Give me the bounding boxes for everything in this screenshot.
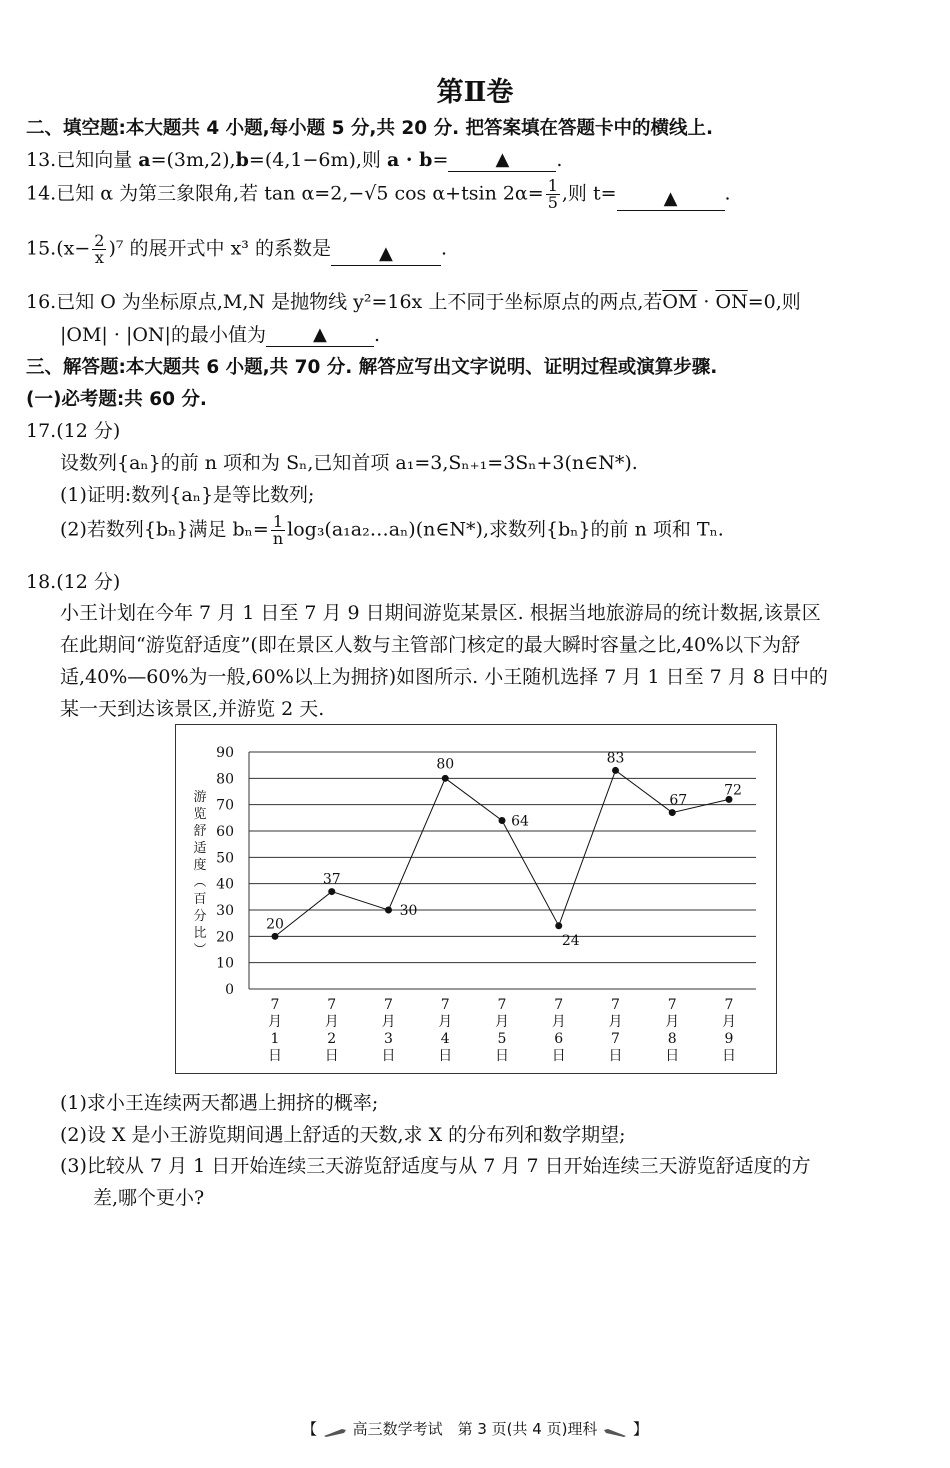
- data-point: [555, 922, 562, 929]
- q13-b-eq: =(4,1−6m),则: [248, 149, 387, 171]
- y-tick-label: 20: [216, 929, 234, 946]
- x-tick-label: 7 月 2 日: [324, 997, 339, 1064]
- triangle-icon: ▲: [313, 324, 327, 345]
- q15-answer-blank[interactable]: [331, 242, 441, 266]
- series-line: [275, 770, 729, 936]
- q17-part2-pre: (2)若数列{bₙ}满足 bₙ=: [60, 518, 269, 541]
- q16-mid: ·: [697, 291, 716, 313]
- q15-post: )⁷ 的展开式中 x³ 的系数是: [108, 237, 331, 260]
- q18-heading: 18.(12 分): [26, 571, 121, 593]
- q17-part2: [60, 514, 724, 547]
- q17-fraction: [271, 514, 285, 547]
- triangle-icon: ▲: [663, 188, 678, 209]
- data-label: 80: [436, 756, 455, 773]
- y-tick-label: 90: [216, 745, 234, 761]
- x-tick-label: 7 月 1 日: [268, 997, 282, 1064]
- data-point: [499, 817, 506, 824]
- footer-right-bracket: 】: [633, 1420, 649, 1438]
- q17-part1: (1)证明:数列{aₙ}是等比数列;: [60, 484, 315, 506]
- q14-post: ,则 t=: [561, 182, 617, 205]
- page-footer: [0, 1418, 950, 1439]
- q18-stem-line4: 某一天到达该景区,并游览 2 天.: [60, 698, 325, 720]
- q14-end: .: [724, 182, 731, 205]
- pen-icon: [322, 1424, 348, 1436]
- x-tick-label: 7 月 9 日: [722, 997, 736, 1064]
- triangle-icon: ▲: [379, 243, 393, 264]
- y-tick-label: 50: [216, 850, 234, 867]
- y-tick-label: 70: [216, 797, 234, 814]
- q13-post: =: [432, 149, 449, 171]
- x-tick-label: 7 月 6 日: [551, 997, 566, 1064]
- question-15: [26, 233, 447, 266]
- question-13: [26, 145, 562, 172]
- q17-part2-post: log₃(a₁a₂…aₙ)(n∈N*),求数列{bₙ}的前 n 项和 Tₙ.: [287, 518, 724, 541]
- q18-part1: (1)求小王连续两天都遇上拥挤的概率;: [60, 1092, 379, 1114]
- q14-pre: 已知 α 为第三象限角,若 tan α=2,−√5 cos α+tsin 2α=: [56, 182, 544, 205]
- q16-number: 16.: [26, 291, 57, 313]
- data-point: [442, 775, 449, 782]
- q18-stem-line3: 适,40%—60%为一般,60%以上为拥挤)如图所示. 小王随机选择 7 月 1 日至 7 月 8 日中的: [60, 666, 828, 688]
- q15-end: .: [440, 237, 447, 260]
- x-tick-label: 7 月 3 日: [381, 997, 396, 1064]
- footer-left-bracket: 【: [301, 1420, 317, 1438]
- q17-heading: 17.(12 分): [26, 420, 121, 442]
- q14-answer-blank[interactable]: [617, 187, 725, 211]
- q16-answer-blank[interactable]: [266, 323, 374, 347]
- data-label: 64: [511, 813, 529, 830]
- pen-icon: [602, 1424, 628, 1436]
- q14-number: 14.: [26, 182, 57, 205]
- y-tick-label: 10: [216, 955, 234, 972]
- data-point: [612, 767, 619, 774]
- q15-number: 15.: [26, 237, 57, 260]
- question-16-line2: [60, 320, 380, 347]
- y-tick-label: 60: [216, 824, 234, 840]
- q15-frac-den: x: [94, 248, 104, 267]
- q13-answer-blank[interactable]: [448, 148, 556, 172]
- data-label: 72: [724, 782, 742, 799]
- page-title: 第Ⅱ卷: [436, 77, 514, 108]
- data-label: 37: [322, 871, 341, 888]
- q17-stem: 设数列{aₙ}的前 n 项和为 Sₙ,已知首项 a₁=3,Sₙ₊₁=3Sₙ+3(n∈N*).: [60, 452, 638, 474]
- x-tick-label: 7 月 8 日: [665, 997, 680, 1064]
- y-tick-label: 0: [225, 982, 234, 998]
- section-fill-in-heading: 二、填空题:本大题共 4 小题,每小题 5 分,共 20 分. 把答案填在答题卡中的横线上.: [26, 118, 714, 139]
- x-tick-label: 7 月 4 日: [438, 997, 453, 1064]
- q15-fraction: [92, 233, 106, 266]
- y-tick-label: 30: [216, 903, 234, 919]
- q13-vector-a: a: [138, 149, 151, 171]
- x-tick-label: 7 月 5 日: [495, 997, 509, 1064]
- data-point: [272, 933, 279, 940]
- q14-frac-den: 5: [547, 193, 558, 212]
- footer-text: 高三数学考试 第 3 页(共 4 页)理科: [352, 1420, 598, 1438]
- q16-vector-on: $\overline{ON}$: [715, 291, 748, 313]
- q13-number: 13.: [26, 149, 57, 171]
- comfort-line-chart: [176, 725, 776, 1073]
- q18-stem-line2: 在此期间“游览舒适度”(即在景区人数与主管部门核定的最大瞬时容量之比,40%以下为舒: [60, 634, 801, 656]
- data-point: [385, 907, 392, 914]
- q15-pre: (x−: [56, 237, 91, 260]
- y-axis-title: 游览舒适度︵百分比︶: [193, 790, 207, 958]
- q18-stem-line1: 小王计划在今年 7 月 1 日至 7 月 9 日期间游览某景区. 根据当地旅游局的统计数据,该景区: [60, 602, 821, 624]
- data-point: [669, 809, 676, 816]
- section-solution-heading: 三、解答题:本大题共 6 小题,共 70 分. 解答应写出文字说明、证明过程或演算步骤.: [26, 357, 718, 378]
- data-label: 67: [669, 792, 688, 809]
- q14-frac-num: 1: [547, 176, 558, 195]
- q18-part3-line2: 差,哪个更小?: [93, 1187, 205, 1209]
- q13-dot: a · b: [386, 149, 433, 171]
- comfort-chart-frame: [175, 724, 777, 1074]
- q17-frac-num: 1: [271, 514, 285, 531]
- data-label: 20: [266, 916, 284, 933]
- data-label: 24: [561, 932, 580, 949]
- q13-a-eq: =(3m,2),: [150, 149, 236, 171]
- q16-line1-post: =0,则: [747, 291, 801, 313]
- q16-line2: |OM| · |ON|的最小值为: [60, 324, 266, 346]
- data-label: 83: [606, 750, 625, 767]
- data-label: 30: [399, 903, 418, 919]
- q13-end: .: [556, 149, 563, 171]
- q17-frac-den: n: [272, 529, 284, 548]
- y-tick-label: 80: [216, 771, 234, 788]
- data-point: [328, 888, 335, 895]
- q13-pre: 已知向量: [56, 149, 139, 171]
- required-part-heading: (一)必考题:共 60 分.: [26, 389, 207, 410]
- q18-part3-line1: (3)比较从 7 月 1 日开始连续三天游览舒适度与从 7 月 7 日开始连续三天游览舒适度的方: [60, 1155, 811, 1177]
- triangle-icon: ▲: [495, 149, 510, 170]
- q16-vector-om: $\overline{OM}$: [662, 291, 698, 313]
- q16-end: .: [373, 324, 381, 346]
- y-tick-label: 40: [216, 876, 234, 893]
- q13-vector-b: b: [235, 149, 249, 171]
- x-tick-label: 7 月 7 日: [608, 997, 623, 1064]
- q18-part2: (2)设 X 是小王游览期间遇上舒适的天数,求 X 的分布列和数学期望;: [60, 1124, 626, 1146]
- question-16-line1: [26, 287, 801, 314]
- q15-frac-num: 2: [94, 231, 105, 250]
- q14-fraction: [546, 178, 560, 211]
- question-14: [26, 178, 731, 211]
- q16-line1-pre: 已知 O 为坐标原点,M,N 是抛物线 y²=16x 上不同于坐标原点的两点,若: [56, 291, 663, 313]
